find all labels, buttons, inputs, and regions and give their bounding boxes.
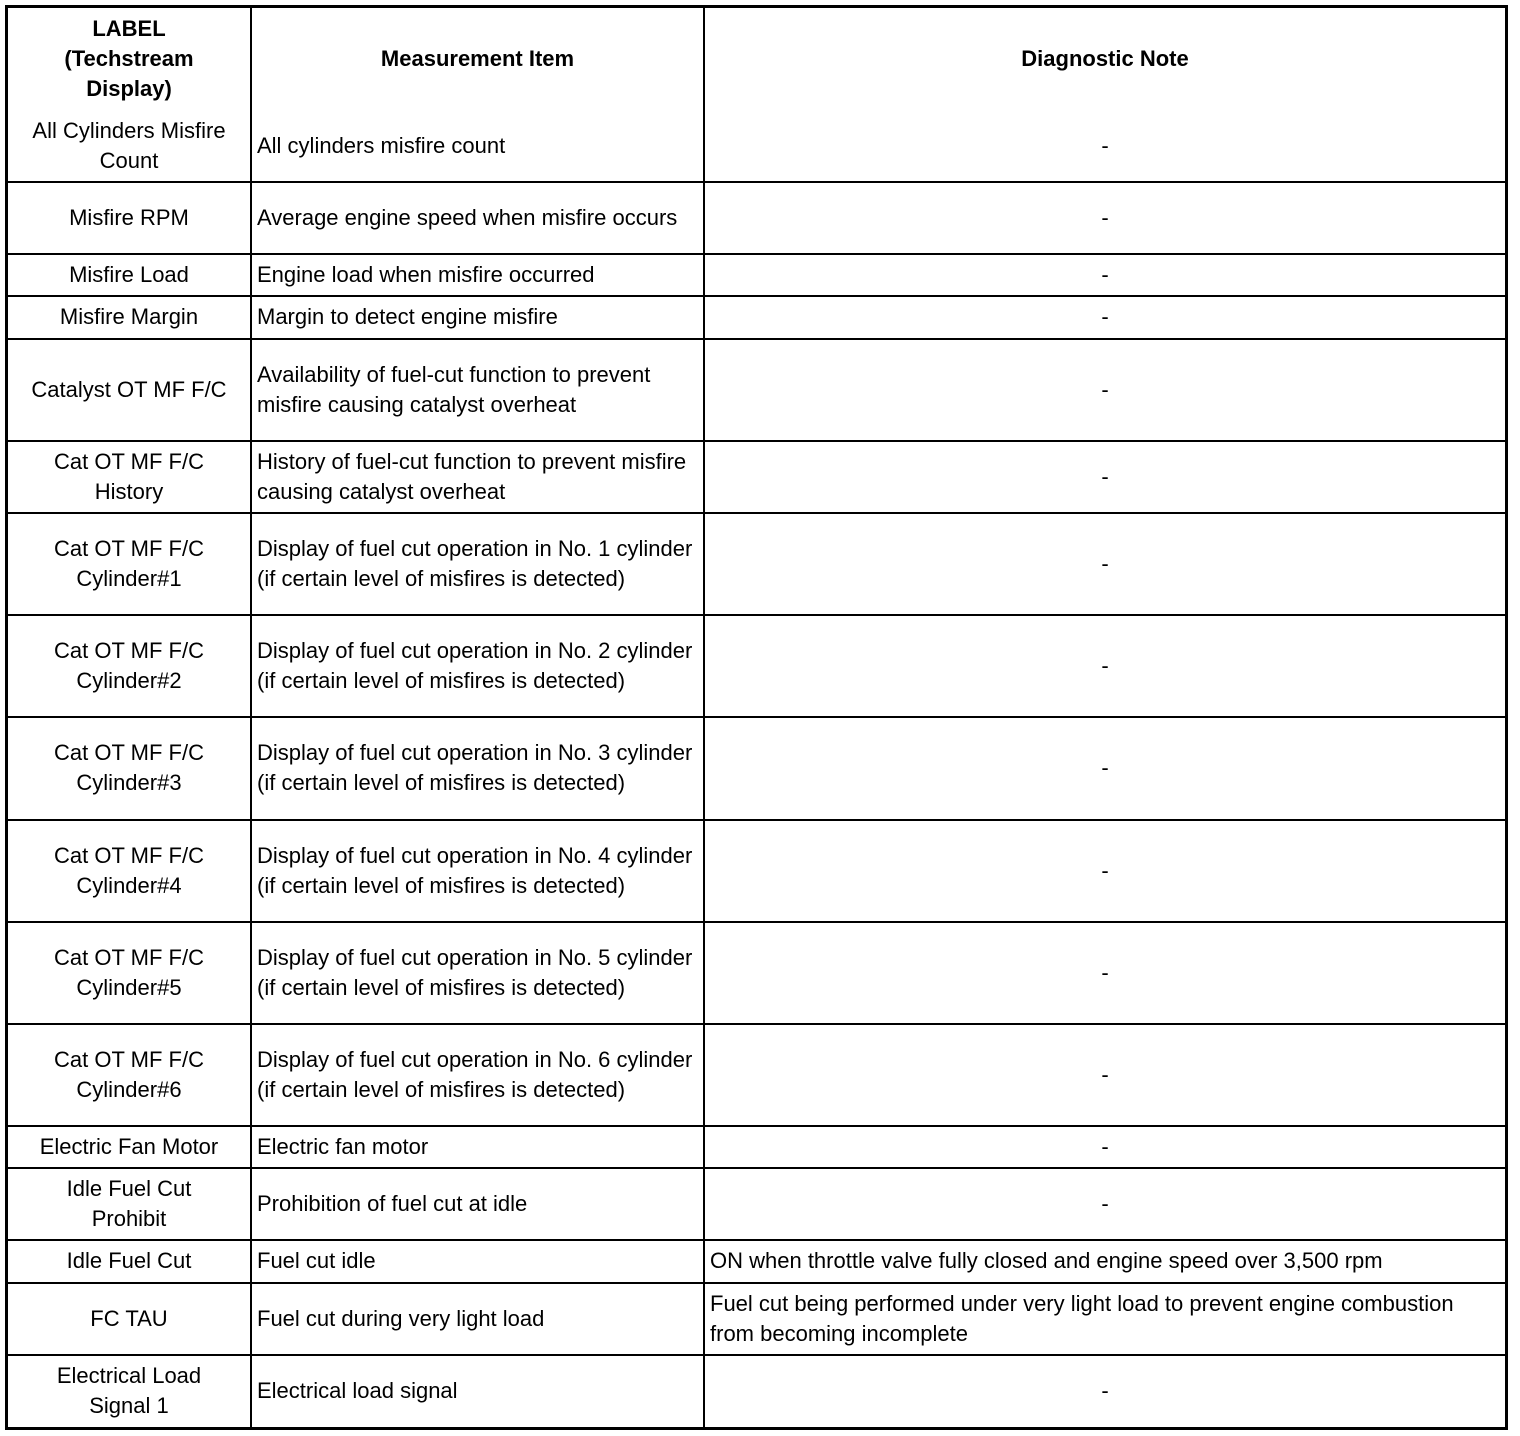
cell-measurement-item: Prohibition of fuel cut at idle [251, 1168, 704, 1240]
header-measurement-item: Measurement Item [251, 8, 704, 110]
table-row [8, 1355, 1505, 1427]
cell-diagnostic-note: - [704, 441, 1505, 513]
table-row [8, 296, 1505, 338]
cell-diagnostic-note: - [704, 1126, 1505, 1168]
table-header-row [8, 8, 1505, 110]
cell-diagnostic-note: - [704, 922, 1505, 1024]
table-row [8, 110, 1505, 182]
cell-measurement-item: Display of fuel cut operation in No. 6 cylinder (if certain level of misfires is detected) [251, 1024, 704, 1126]
data-list-table-frame [5, 5, 1508, 1430]
table-row [8, 513, 1505, 615]
cell-diagnostic-note: - [704, 110, 1505, 182]
table-row [8, 1024, 1505, 1126]
cell-measurement-item: All cylinders misfire count [251, 110, 704, 182]
cell-label: Misfire RPM [8, 182, 251, 254]
table-row [8, 182, 1505, 254]
cell-diagnostic-note: ON when throttle valve fully closed and engine speed over 3,500 rpm [704, 1240, 1505, 1282]
cell-diagnostic-note: - [704, 296, 1505, 338]
cell-measurement-item: Display of fuel cut operation in No. 5 cylinder (if certain level of misfires is detected) [251, 922, 704, 1024]
cell-diagnostic-note: - [704, 1168, 1505, 1240]
cell-label: All Cylinders Misfire Count [8, 110, 251, 182]
table-row [8, 339, 1505, 441]
cell-measurement-item: Display of fuel cut operation in No. 3 cylinder (if certain level of misfires is detected) [251, 717, 704, 819]
data-list-table [8, 8, 1505, 1427]
table-row [8, 820, 1505, 922]
cell-label: Cat OT MF F/C History [8, 441, 251, 513]
cell-label: Cat OT MF F/C Cylinder#2 [8, 615, 251, 717]
cell-diagnostic-note: Fuel cut being performed under very light load to prevent engine combustion from becoming incomplete [704, 1283, 1505, 1355]
cell-measurement-item: Fuel cut idle [251, 1240, 704, 1282]
cell-label: Catalyst OT MF F/C [8, 339, 251, 441]
cell-measurement-item: Electrical load signal [251, 1355, 704, 1427]
cell-measurement-item: Average engine speed when misfire occurs [251, 182, 704, 254]
cell-measurement-item: Display of fuel cut operation in No. 1 cylinder (if certain level of misfires is detected) [251, 513, 704, 615]
table-row [8, 254, 1505, 296]
cell-measurement-item: Electric fan motor [251, 1126, 704, 1168]
table-row [8, 717, 1505, 819]
table-row [8, 1240, 1505, 1282]
cell-measurement-item: Engine load when misfire occurred [251, 254, 704, 296]
header-label: LABEL (Techstream Display) [8, 8, 251, 110]
cell-diagnostic-note: - [704, 820, 1505, 922]
cell-label: Electric Fan Motor [8, 1126, 251, 1168]
cell-label: Cat OT MF F/C Cylinder#3 [8, 717, 251, 819]
cell-diagnostic-note: - [704, 182, 1505, 254]
table-row [8, 1168, 1505, 1240]
cell-label: Idle Fuel Cut [8, 1240, 251, 1282]
cell-diagnostic-note: - [704, 615, 1505, 717]
cell-label: Cat OT MF F/C Cylinder#5 [8, 922, 251, 1024]
table-row [8, 1126, 1505, 1168]
cell-label: Misfire Margin [8, 296, 251, 338]
cell-diagnostic-note: - [704, 1355, 1505, 1427]
header-diagnostic-note: Diagnostic Note [704, 8, 1505, 110]
cell-diagnostic-note: - [704, 513, 1505, 615]
table-row [8, 441, 1505, 513]
cell-measurement-item: Margin to detect engine misfire [251, 296, 704, 338]
table-row [8, 922, 1505, 1024]
cell-measurement-item: Display of fuel cut operation in No. 4 cylinder (if certain level of misfires is detected) [251, 820, 704, 922]
table-row [8, 1283, 1505, 1355]
cell-measurement-item: History of fuel-cut function to prevent misfire causing catalyst overheat [251, 441, 704, 513]
cell-label: Misfire Load [8, 254, 251, 296]
cell-label: FC TAU [8, 1283, 251, 1355]
cell-measurement-item: Display of fuel cut operation in No. 2 cylinder (if certain level of misfires is detected) [251, 615, 704, 717]
cell-label: Cat OT MF F/C Cylinder#4 [8, 820, 251, 922]
cell-measurement-item: Availability of fuel-cut function to prevent misfire causing catalyst overheat [251, 339, 704, 441]
cell-diagnostic-note: - [704, 339, 1505, 441]
cell-label: Cat OT MF F/C Cylinder#1 [8, 513, 251, 615]
cell-diagnostic-note: - [704, 717, 1505, 819]
cell-diagnostic-note: - [704, 1024, 1505, 1126]
cell-diagnostic-note: - [704, 254, 1505, 296]
cell-measurement-item: Fuel cut during very light load [251, 1283, 704, 1355]
cell-label: Cat OT MF F/C Cylinder#6 [8, 1024, 251, 1126]
cell-label: Electrical Load Signal 1 [8, 1355, 251, 1427]
cell-label: Idle Fuel Cut Prohibit [8, 1168, 251, 1240]
table-row [8, 615, 1505, 717]
